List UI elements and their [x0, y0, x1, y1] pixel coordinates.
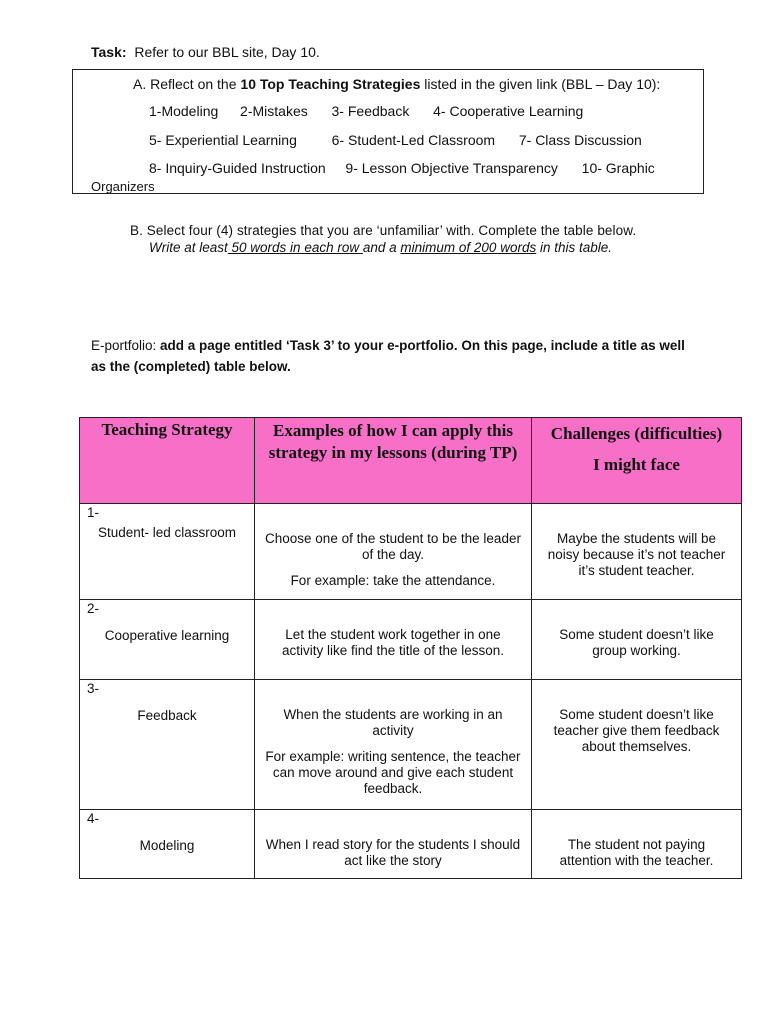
- strategy-cell: [80, 504, 255, 600]
- table-header-row: [80, 418, 742, 504]
- challenge-cell: Some student doesn’t like group working.: [532, 600, 742, 680]
- strategy-name: Feedback: [137, 708, 197, 723]
- table-row: [80, 600, 742, 680]
- strategies-box: [72, 69, 704, 194]
- strategy-item: 9- Lesson Objective Transparency: [345, 160, 558, 176]
- strategy-row-2: [149, 132, 642, 148]
- strategy-item-wrap: Organizers: [91, 179, 155, 194]
- example-cell: Choose one of the student to be the leader of the day. For example: take the attendance.: [255, 504, 532, 600]
- row-number: 4-: [87, 811, 100, 826]
- task-text: Refer to our BBL site, Day 10.: [134, 44, 320, 60]
- challenge-cell: Maybe the students will be noisy because it’s not teacher it’s student teacher.: [532, 504, 742, 600]
- strategy-table: [79, 417, 742, 879]
- strategy-item: 2-Mistakes: [240, 103, 308, 119]
- strategy-item: 10- Graphic: [581, 160, 655, 176]
- section-a-heading: A. Reflect on the 10 Top Teaching Strategies listed in the given link (BBL – Day 10):: [133, 76, 661, 92]
- strategy-name: Modeling: [139, 838, 195, 853]
- strategy-item: 4- Cooperative Learning: [433, 103, 584, 119]
- strategy-name: Cooperative learning: [104, 628, 230, 643]
- section-a-bold: 10 Top Teaching Strategies: [240, 76, 421, 92]
- strategy-row-3: [149, 160, 655, 176]
- header-challenges: Challenges (difficulties) I might face: [532, 418, 742, 504]
- row-number: 1-: [87, 505, 100, 520]
- strategy-cell: [80, 680, 255, 810]
- example-cell: When the students are working in an activity For example: writing sentence, the teacher can move around and give each student feedback.: [255, 680, 532, 810]
- strategy-cell: [80, 810, 255, 879]
- strategy-row-1: [149, 103, 583, 119]
- header-examples: Examples of how I can apply this strategy in my lessons (during TP): [255, 418, 532, 504]
- strategy-item: 5- Experiential Learning: [149, 132, 297, 148]
- task-label: Task:: [91, 44, 127, 60]
- strategy-name: Student- led classroom: [97, 525, 237, 540]
- example-cell: When I read story for the students I should act like the story: [255, 810, 532, 879]
- strategy-item: 7- Class Discussion: [518, 132, 642, 148]
- table-row: [80, 504, 742, 600]
- word-count-instruction: Write at least 50 words in each row and a minimum of 200 words in this table.: [149, 240, 613, 255]
- strategy-cell: [80, 600, 255, 680]
- strategy-item: 8- Inquiry-Guided Instruction: [149, 160, 326, 176]
- table-row: [80, 680, 742, 810]
- strategy-item: 3- Feedback: [331, 103, 410, 119]
- example-cell: Let the student work together in one activity like find the title of the lesson.: [255, 600, 532, 680]
- eportfolio-instruction: E-portfolio: add a page entitled ‘Task 3’ to your e-portfolio. On this page, include a title as well as the (completed) table below.: [91, 338, 685, 374]
- strategy-item: 6- Student-Led Classroom: [331, 132, 496, 148]
- section-b-text: B. Select four (4) strategies that you are ‘unfamiliar’ with. Complete the table below.: [130, 223, 637, 238]
- challenge-cell: The student not paying attention with the teacher.: [532, 810, 742, 879]
- row-number: 2-: [87, 601, 100, 616]
- strategy-item: 1-Modeling: [149, 103, 219, 119]
- challenge-cell: Some student doesn’t like teacher give them feedback about themselves.: [532, 680, 742, 810]
- table-row: [80, 810, 742, 879]
- task-line: [91, 44, 320, 60]
- header-teaching-strategy: Teaching Strategy: [80, 418, 255, 504]
- row-number: 3-: [87, 681, 100, 696]
